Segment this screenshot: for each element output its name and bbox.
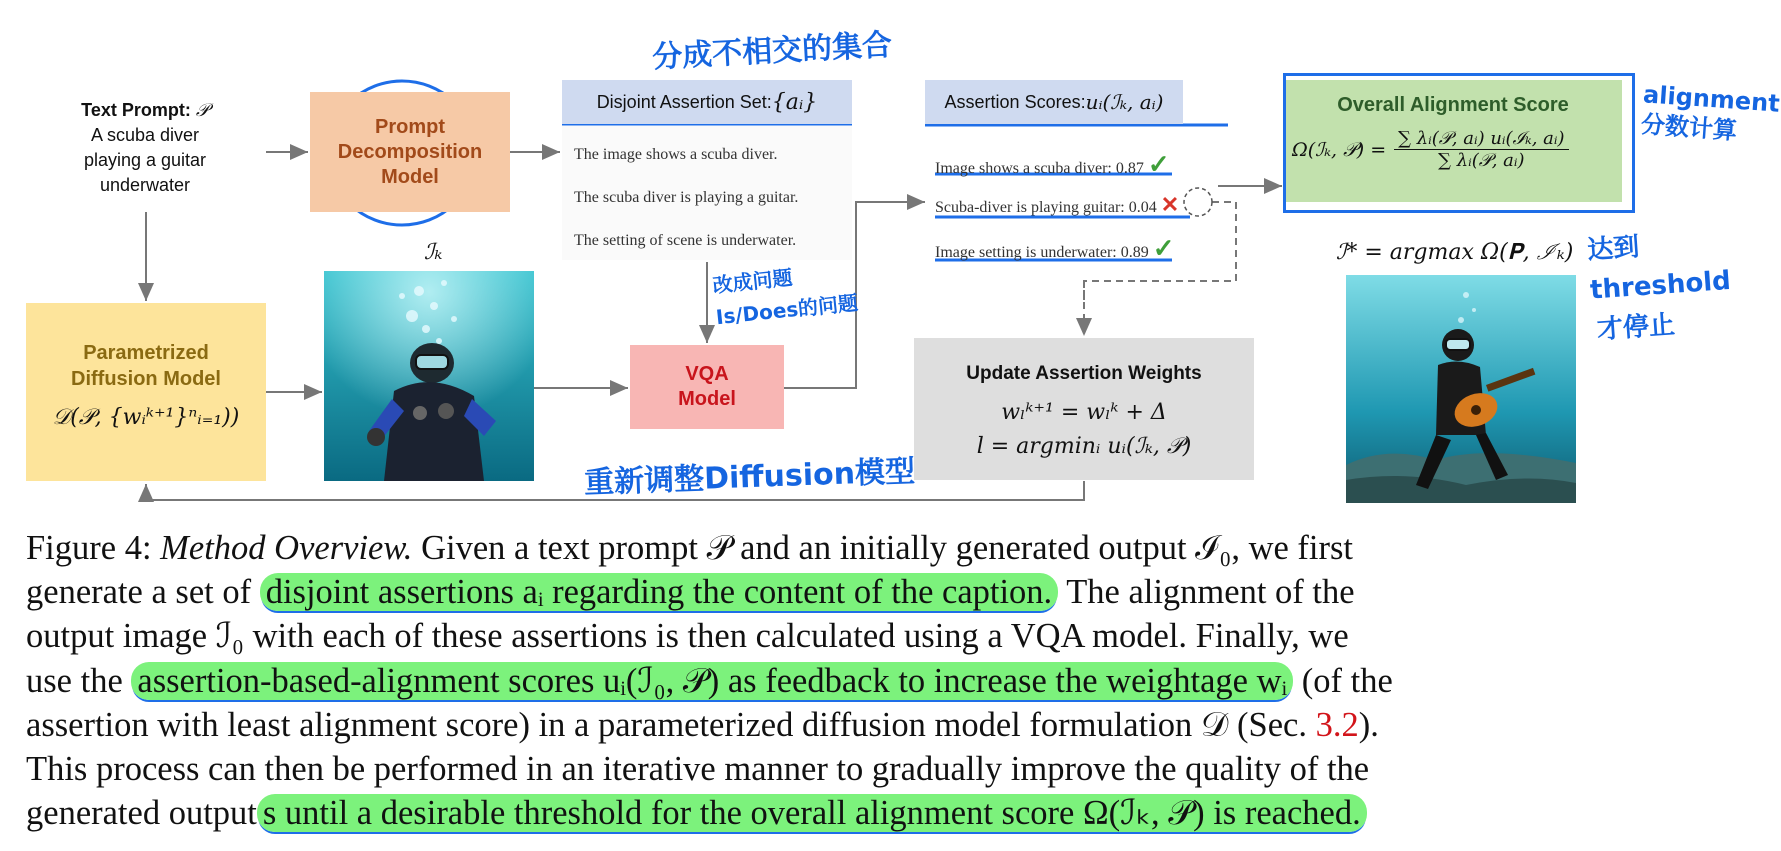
- decomp-line: Model: [381, 165, 439, 188]
- caption-text: generate a set of: [26, 573, 260, 612]
- caption-line: [26, 570, 1636, 614]
- note-line: 改成问题: [711, 265, 794, 298]
- note-line: Is/Does的问题: [714, 290, 860, 330]
- update-weights-title: Update Assertion Weights: [966, 363, 1202, 384]
- highlight-feedback: assertion-based-alignment scores uᵢ(ℐ₀, 𝒫) as feedback to increase the weightage wᵢ: [131, 662, 1293, 700]
- score-value: 0.04: [1128, 199, 1157, 216]
- handwritten-note-alignment: [1640, 79, 1781, 148]
- caption-line: [26, 526, 1636, 570]
- caption-text: Given a text prompt 𝒫 and an initially generated output ℐ₀, we first: [412, 529, 1354, 567]
- assertion-1: The image shows a scuba diver.: [574, 146, 778, 163]
- disjoint-set-label: Disjoint Assertion Set:: [596, 91, 772, 112]
- score-value: 0.87: [1115, 160, 1144, 177]
- arrow-score-to-update: [1084, 202, 1236, 336]
- cross-icon: ✕: [1160, 192, 1180, 217]
- vqa-model: [630, 345, 784, 429]
- diffusion-model-title: [26, 340, 266, 392]
- score-value: 0.89: [1120, 244, 1149, 261]
- scuba-diver-image: [324, 271, 534, 481]
- score-row-3: [935, 234, 1175, 264]
- handwritten-note-diffusion: 重新调整Diffusion模型: [583, 454, 916, 501]
- note-line: 才停止: [1595, 309, 1676, 346]
- vqa-line: Model: [678, 388, 736, 410]
- note-line: 达到threshold: [1586, 232, 1732, 306]
- prompt-decomposition-model: [310, 92, 510, 212]
- score-row-2: [935, 192, 1179, 218]
- highlight-threshold: s until a desirable threshold for the overall alignment score Ω(ℐₖ, 𝒫) is reached.: [257, 794, 1367, 832]
- assertion-scores-header: [925, 80, 1183, 124]
- caption-line: [26, 791, 1636, 835]
- figure-caption: [26, 526, 1636, 835]
- disjoint-set-header: [562, 80, 852, 124]
- caption-text: assertion with least alignment score) in a parameterized diffusion model formulation 𝒟 (Sec.: [26, 705, 1316, 744]
- caption-text: generated output: [26, 794, 257, 833]
- text-prompt-title: Text Prompt:: [81, 100, 196, 120]
- decomp-line: Decomposition: [337, 140, 483, 163]
- handwritten-note-threshold: [1586, 217, 1781, 350]
- dashed-circle-cross: [1184, 188, 1212, 216]
- caption-text: use the: [26, 661, 132, 700]
- disjoint-set-symbol: {aᵢ}: [771, 89, 818, 115]
- note-line: 分数计算: [1640, 110, 1738, 145]
- caption-line: This process can then be performed in an iterative manner to gradually improve the quality of the: [26, 749, 1370, 788]
- section-ref-link[interactable]: 3.2: [1315, 705, 1359, 744]
- caption-text: ).: [1358, 705, 1379, 744]
- overall-alignment-formula: [1292, 128, 1622, 171]
- prompt-line: A scuba diver: [90, 125, 200, 145]
- prompt-line: underwater: [99, 175, 191, 195]
- caption-line: [26, 703, 1636, 747]
- caption-text: The alignment of the: [1058, 573, 1355, 612]
- caption-line: [26, 659, 1636, 703]
- highlight-disjoint: disjoint assertions aᵢ regarding the content of the caption.: [260, 573, 1058, 611]
- argmax-formula: ℐ* = argmax Ω(𝐏, ℐₖ): [1336, 240, 1574, 265]
- scores-symbol: uᵢ(ℐₖ, aᵢ): [1085, 90, 1164, 114]
- score-text: Scuba-diver is playing guitar:: [935, 199, 1125, 216]
- final-result-image: [1346, 275, 1576, 503]
- update-formula-2: l = argminᵢ uᵢ(ℐₖ, 𝒫): [976, 434, 1192, 459]
- prompt-symbol: 𝒫: [195, 100, 209, 121]
- overall-lhs: Ω(ℐₖ, 𝒫) =: [1292, 138, 1387, 161]
- caption-title: Method Overview.: [160, 529, 413, 567]
- diffusion-line: Parametrized: [83, 342, 209, 364]
- assertion-3: The setting of scene is underwater.: [574, 232, 797, 249]
- update-formula-1: wₗᵏ⁺¹ = wₗᵏ + Δ: [1001, 400, 1167, 425]
- prompt-line: playing a guitar: [83, 150, 207, 170]
- score-row-1: [935, 150, 1170, 180]
- caption-line: output image ℐ₀ with each of these assertions is then calculated using a VQA model. Finally, we: [26, 617, 1349, 656]
- diffusion-line: Diffusion Model: [71, 368, 221, 390]
- handwritten-note-disjoint: 分成不相交的集合: [651, 27, 893, 76]
- text-prompt: [60, 98, 230, 198]
- score-text: Image shows a scuba diver:: [935, 160, 1112, 177]
- overall-alignment-title: Overall Alignment Score: [1337, 94, 1569, 116]
- disjoint-set-panel: [562, 126, 852, 260]
- assertion-2: The scuba diver is playing a guitar.: [574, 189, 799, 206]
- overall-denominator: ∑ λᵢ(𝒫, aᵢ): [1438, 150, 1525, 171]
- caption-figure-label: Figure 4:: [26, 529, 161, 567]
- decomp-line: Prompt: [374, 115, 445, 138]
- scores-label: Assertion Scores:: [944, 91, 1086, 112]
- image-ik-label: ℐₖ: [424, 240, 443, 265]
- note-line: alignment: [1642, 80, 1781, 118]
- diffusion-formula: 𝒟(𝒫, {wᵢᵏ⁺¹}ⁿᵢ₌₁)): [52, 405, 240, 430]
- vqa-line: VQA: [685, 363, 729, 385]
- diffusion-model-box: [26, 303, 266, 481]
- check-icon: ✓: [1147, 150, 1170, 179]
- overall-numerator: ∑ λᵢ(𝒫, aᵢ) uᵢ(ℐₖ, aᵢ): [1394, 128, 1568, 150]
- score-text: Image setting is underwater:: [935, 244, 1117, 261]
- caption-text: (of the: [1293, 661, 1393, 700]
- check-icon: ✓: [1152, 234, 1175, 263]
